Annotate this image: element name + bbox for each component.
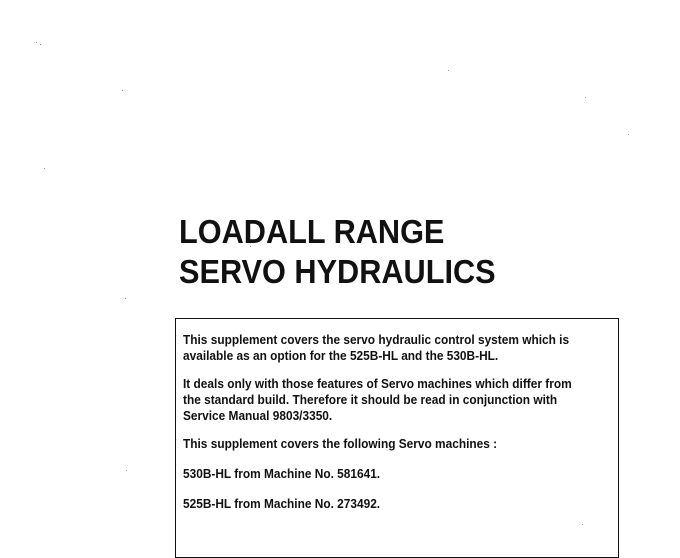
- title-line-servo-hydraulics: SERVO HYDRAULICS: [179, 253, 496, 290]
- scan-speck: [126, 470, 127, 471]
- scan-speck: [448, 70, 449, 71]
- supplement-notice-box: [175, 318, 619, 558]
- scope-line-2: the standard build. Therefore it should be read in conjunction with: [183, 393, 558, 407]
- scan-speck: [36, 42, 37, 43]
- document-title: [179, 212, 619, 292]
- scope-line-3: Service Manual 9803/3350.: [183, 409, 333, 423]
- scan-speck: [44, 168, 45, 169]
- scope-line-1: It deals only with those features of Servo machines which differ from: [183, 377, 572, 391]
- scope-paragraph: [183, 376, 587, 424]
- scan-speck: [125, 298, 126, 299]
- scan-speck: [628, 134, 629, 135]
- scan-speck: [585, 97, 586, 98]
- machines-intro: This supplement covers the following Servo machines :: [183, 437, 498, 451]
- scan-speck: [40, 44, 41, 45]
- coverage-paragraph: [183, 332, 587, 364]
- title-line-loadall-range: LOADALL RANGE: [179, 213, 445, 250]
- coverage-line-2: available as an option for the 525B-HL and the 530B-HL.: [183, 349, 499, 363]
- coverage-line-1: This supplement covers the servo hydraulic control system which is: [183, 333, 570, 347]
- scan-speck: [122, 90, 123, 91]
- machine-530b-hl: 530B-HL from Machine No. 581641.: [183, 467, 381, 481]
- machine-525b-hl: 525B-HL from Machine No. 273492.: [183, 497, 381, 511]
